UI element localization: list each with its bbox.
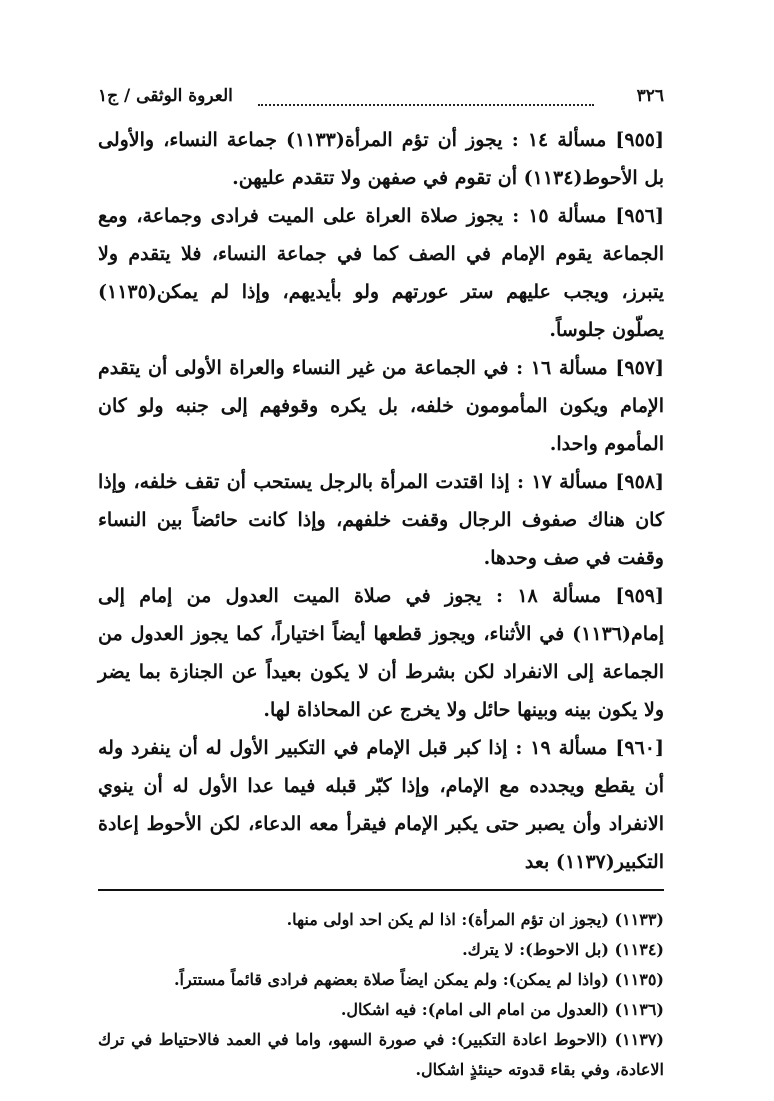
footnote-1134: (١١٣٤) (بل الاحوط): لا يترك. (462, 940, 664, 959)
footnote-1135: (١١٣٥) (واذا لم يمكن): ولم يمكن ايضاً صلاة بعضهم فرادى قائماً مستتراً. (173, 970, 664, 989)
paragraph-text: مسألة ١٧ : إذا اقتدت المرأة بالرجل يستحب أن تقف خلفه، وإذا كان هناك صفوف الرجال وقفت خلفهم، وإذا كانت حائضاً بين النساء وقفت في صف وحدها. (98, 471, 664, 569)
paragraph-text: مسألة ١٥ : يجوز صلاة العراة على الميت فرادى وجماعة، ومع الجماعة يقوم الإمام في الصف كما في جماعة النساء، فلا يتقدم ولا يتبرز، ويجب عليهم ستر عورتهم ولو بأيديهم، وإذا لم يمكن(١١٣٥) يصلّون جلوساً. (98, 205, 664, 341)
issue-number: [٩٥٦] (615, 205, 664, 227)
footnote-1137: (١١٣٧) (الاحوط اعادة التكبير): في صورة السهو، واما في العمد فالاحتياط في ترك الاعادة، وفي بقاء قدوته حينئذٍ اشكال. (98, 1030, 664, 1079)
document-page (98, 72, 664, 1085)
issue-number: [٩٥٨] (615, 471, 664, 493)
footnotes (98, 905, 664, 1085)
issue-number: [٩٥٩] (615, 585, 664, 607)
paragraph-957 (98, 349, 664, 463)
paragraph-959 (98, 577, 664, 729)
paragraph-958 (98, 463, 664, 577)
paragraph-955 (98, 121, 664, 197)
issue-number: [٩٦٠] (615, 737, 664, 759)
footnote-1133: (١١٣٣) (يجوز ان تؤم المرأة): اذا لم يكن احد اولى منها. (286, 910, 664, 929)
paragraph-960 (98, 729, 664, 881)
paragraph-text: مسألة ١٩ : إذا كبر قبل الإمام في التكبير الأول له أن ينفرد وله أن يقطع ويجدده مع الإمام، وإذا كبّر قبله فيما عدا الأول له أن ينوي الانفراد وأن يصبر حتى يكبر الإمام فيقرأ معه الدعاء، لكن الأحوط إعادة التكبير(١١٣٧) بعد (98, 737, 664, 873)
issue-number: [٩٥٥] (615, 129, 664, 151)
running-title: العروة الوثقى / ج١ (98, 86, 233, 106)
footnote-1136: (١١٣٦) (العدول من امام الى امام): فيه اشكال. (340, 1000, 664, 1019)
header-dotted-leader (258, 104, 594, 106)
issue-number: [٩٥٧] (615, 357, 664, 379)
paragraph-text: مسألة ١٨ : يجوز في صلاة الميت العدول من إمام إلى إمام(١١٣٦) في الأثناء، ويجوز قطعها أيضاً اختياراً، كما يجوز العدول من الجماعة إلى الانفراد لكن بشرط أن لا يكون بعيداً عن الجنازة بما يضر ولا يكون بينه وبينها حائل ولا يخرج عن المحاذاة لها. (98, 585, 664, 721)
main-text (98, 121, 664, 881)
footnote-separator (98, 889, 664, 891)
paragraph-text: مسألة ١٤ : يجوز أن تؤم المرأة(١١٣٣) جماعة النساء، والأولى بل الأحوط(١١٣٤) أن تقوم في صفهن ولا تتقدم عليهن. (98, 129, 664, 189)
paragraph-956 (98, 197, 664, 349)
page-header (98, 72, 664, 113)
paragraph-text: مسألة ١٦ : في الجماعة من غير النساء والعراة الأولى أن يتقدم الإمام ويكون المأمومون خلفه، بل يكره وقوفهم إلى جنبه ولو كان المأموم واحدا. (98, 357, 664, 455)
page-number: ٣٢٦ (636, 86, 664, 106)
